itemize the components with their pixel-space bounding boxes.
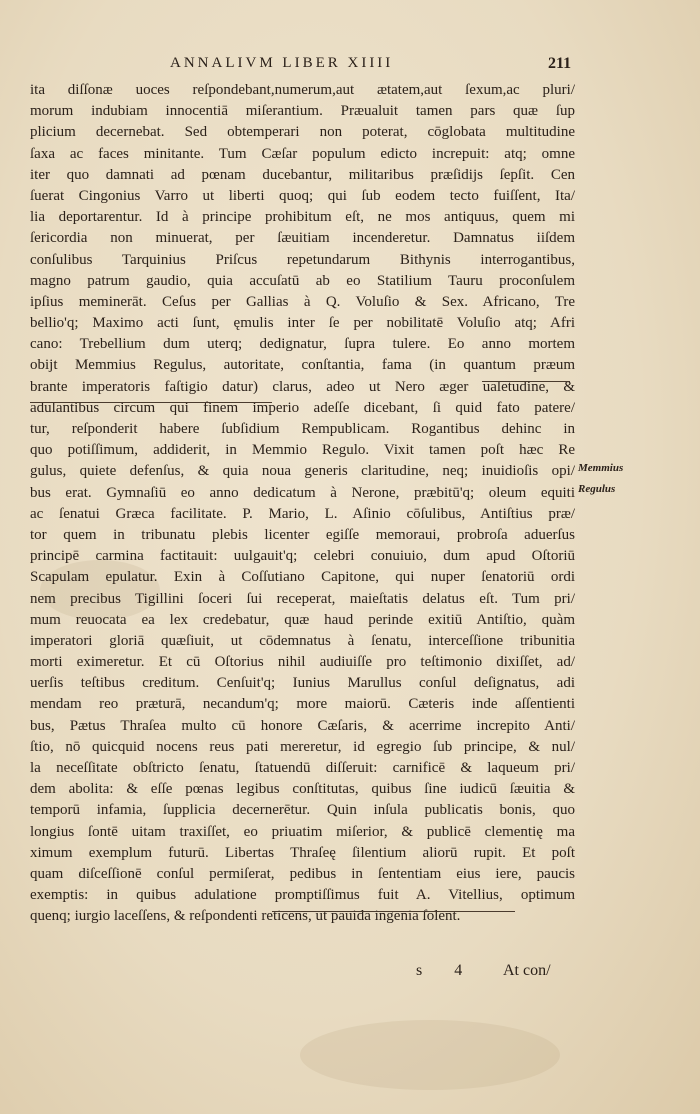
text-line: quo potiſſimum, addiderit, in Memmio Regulo. Vixit tamen poſt hæc Re (30, 442, 575, 459)
underline-mark (30, 402, 272, 403)
text-line: obijt Memmius Regulus, autoritate, conſtantia, fama (in quantum præum (30, 357, 575, 374)
text-line: principē carmina factitauit: uulgauit'q; celebri conuiuio, dum apud Oſtoriū (30, 548, 575, 565)
text-line: plicium decernebat. Sed obtemperari non poterat, cōglobata multitudine (30, 124, 575, 141)
text-line: temporū infamia, ſupplicia decernerētur. Quin inſula publicatis bonis, quo (30, 802, 575, 819)
page-footer (0, 962, 700, 988)
text-line: conſulibus Tarquinius Priſcus repetundarum Bithynis interrogantibus, (30, 251, 575, 268)
text-line: lia deportarentur. Id à principe prohibitum eſt, ne mos antiquus, quem mi (30, 209, 575, 226)
text-line: brante imperatoris faſtigio datur) clarus, adeo ut Nero æger ualetudine, & (30, 378, 575, 395)
text-line: mum reuocata ea lex credebatur, quæ haud perinde exitiū Antiſtio, quàm (30, 611, 575, 628)
text-line: la neceſſitate obſtricto ſenatu, ſtatuendū diſſeruit: carnificē & laqueum pri/ (30, 760, 575, 776)
text-line: Scapulam epulatur. Exin à Coſſutiano Capitone, qui nuper ſenatoriū ordi (30, 569, 575, 586)
text-line: ac ſenatui Græca facilitate. P. Mario, L. Aſinio cōſulibus, Antiſtius præ/ (30, 505, 575, 522)
text-line: bellio'q; Maximo acti ſunt, ęmulis inter ſe per nobilitatē Voluſio atq; Afri (30, 315, 575, 332)
text-line: quenq; iurgio laceſſens, & reſpondenti reticens, ut pauida ingenia ſolent. (30, 908, 461, 925)
text-line: uerſis teſtibus creditum. Cenſuit'q; Iunius Marullus conſul deſignatus, adi (30, 675, 575, 692)
running-head (0, 55, 700, 79)
text-line: mendam reo præturā, necandum'q; more maiorū. Cæteris inde aſſentienti (30, 696, 575, 713)
underline-mark (482, 381, 570, 382)
text-line: ita diſſonæ uoces reſpondebant,numerum,aut ætatem,aut ſexum,ac pluri/ (30, 82, 575, 98)
margin-note-line: Regulus (578, 483, 616, 495)
underline-mark (272, 911, 515, 912)
text-line: dem abolita: & eſſe pœnas legibus conſtitutas, quibus ſine iudicū ſæuitia & (30, 781, 575, 798)
text-line: bus, Pætus Thraſea multo cū honore Cæſaris, & acerrime increpito Anti/ (30, 717, 575, 734)
text-line: morti eximeretur. Et cū Oſtorius nihil audiuiſſe pro teſtimonio dixiſſet, ad/ (30, 654, 575, 671)
text-line: iter quo damnati ad pœnam ducebantur, militaribus præſidijs ſepſit. Cen (30, 166, 575, 183)
paper-stain (300, 1020, 560, 1090)
text-line: tur, reſponderit habere ſubſidium Rempublicam. Rogantibus dehinc in (30, 421, 575, 437)
margin-note (578, 458, 688, 500)
text-line: nem precibus Tigillini ſoceri ſui receperat, maieſtatis delatus eſt. Tum pri/ (30, 590, 575, 607)
text-line: cano: Trebellium dum uterq; dedignatur, ſupra tulere. Eo anno mortem (30, 336, 575, 353)
text-line: imperatori gloriā quæſiuit, ut cōdemnatus à ſenatu, interceſſione tribunitia (30, 632, 575, 649)
text-line: adulantibus circum qui finem imperio adeſſe dicebant, ſi quid fato patere/ (30, 399, 575, 416)
text-line: ſuerat Cingonius Varro ut liberti quoq; qui ſub eodem tecto fuiſſent, Ita/ (30, 187, 575, 204)
text-line: gulus, quiete defenſus, & quia noua generis claritudine, neq; inuidioſis opi/ (30, 463, 575, 480)
text-line: ſtio, nō quicquid nocens reus pati mereretur, id egregio ſub principe, & nul/ (30, 738, 575, 755)
catchword: At con/ (503, 962, 551, 979)
text-line: bus erat. Gymnaſiū eo anno dedicatum à Nerone, præbitū'q; oleum equiti (30, 484, 575, 501)
text-line: longius ſontē uitam traxiſſet, eo priuatim miſerior, & publicē clementię ma (30, 823, 575, 840)
text-line: exemptis: in quibus adulatione promptiſſimus fuit A. Vitellius, optimum (30, 887, 575, 904)
folio-number: 211 (548, 55, 572, 72)
text-line: ſericordia non minuerat, per ſæuitiam incenderetur. Damnatus iiſdem (30, 230, 575, 247)
running-head-title: ANNALIVM LIBER XIIII (170, 55, 394, 71)
text-line: tor quem in tribunatu plebis licenter egiſſe memoraui, probroſa aduerſus (30, 526, 575, 543)
main-text-block (30, 80, 575, 928)
text-line: magno patrum gaudio, quia accuſatū ab eo Statilium Tauru proconſulem (30, 272, 575, 289)
signature-mark: s 4 (416, 962, 477, 979)
margin-note-line: Memmius (578, 462, 624, 474)
text-line: ſaxa ac faces minitante. Tum Cæſar populum edicto increpuit: atq; omne (30, 145, 575, 162)
text-line: ximum exemplum futurū. Libertas Thraſeę ſilentium aliorū rupit. Et poſt (30, 844, 575, 861)
text-line: ipſius meminerāt. Ceſus per Gallias à Q. Voluſio & Sex. Africano, Tre (30, 293, 575, 310)
text-line: morum indubiam innocentiā miſerantium. Præualuit tamen pars quæ ſup (30, 103, 575, 120)
text-line: quam diſceſſionē conſul permiſerat, pedibus in ſententiam eius iere, paucis (30, 865, 575, 882)
